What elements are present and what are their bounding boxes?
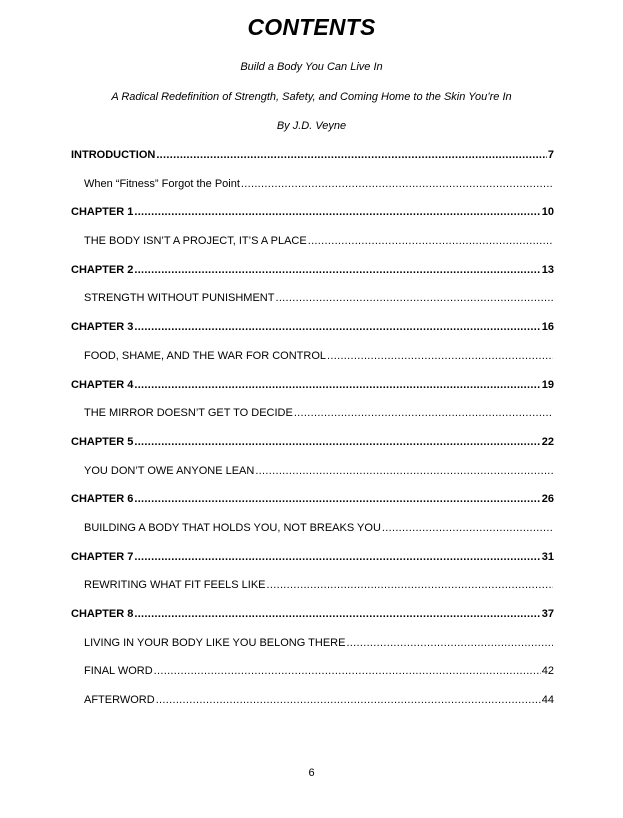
toc-entry-label: STRENGTH WITHOUT PUNISHMENT bbox=[84, 292, 275, 305]
toc-entry[interactable] bbox=[71, 490, 554, 519]
toc-entry-label: LIVING IN YOUR BODY LIKE YOU BELONG THERE bbox=[84, 636, 346, 649]
toc-entry-label: THE MIRROR DOESN’T GET TO DECIDE bbox=[84, 407, 293, 420]
toc-entry-label: AFTERWORD bbox=[84, 694, 155, 707]
toc-leader-dots bbox=[134, 376, 540, 394]
toc-leader-dots bbox=[134, 203, 540, 221]
toc-entry[interactable] bbox=[71, 662, 554, 691]
book-tagline: A Radical Redefinition of Strength, Safety, and Coming Home to the Skin You’re In bbox=[111, 91, 512, 103]
toc-leader-dots bbox=[134, 605, 540, 623]
book-subtitle: Build a Body You Can Live In bbox=[240, 61, 383, 73]
toc-entry-page: 26 bbox=[541, 493, 554, 506]
toc-entry-page: 31 bbox=[541, 550, 554, 563]
toc-leader-dots bbox=[327, 347, 553, 365]
page-number: 6 bbox=[308, 767, 315, 779]
toc-entry[interactable] bbox=[71, 691, 554, 720]
toc-entry-label: CHAPTER 8 bbox=[71, 608, 134, 620]
toc-entry-label: CHAPTER 3 bbox=[71, 321, 134, 334]
toc-leader-dots bbox=[134, 261, 540, 279]
toc-leader-dots bbox=[382, 519, 553, 537]
toc-entry[interactable] bbox=[71, 404, 554, 433]
toc-entry-label: CHAPTER 4 bbox=[71, 378, 134, 391]
toc-leader-dots bbox=[255, 462, 553, 480]
toc-entry-label: When “Fitness” Forgot the Point bbox=[84, 177, 240, 190]
toc-entry-page: 44 bbox=[541, 694, 554, 707]
toc-entry[interactable] bbox=[71, 548, 554, 577]
book-author: By J.D. Veyne bbox=[276, 120, 347, 132]
toc-entry-page: 16 bbox=[541, 321, 554, 334]
toc-entry-label: CHAPTER 1 bbox=[71, 206, 134, 219]
toc-entry[interactable] bbox=[71, 232, 554, 261]
toc-entry[interactable] bbox=[71, 347, 554, 376]
toc-entry[interactable] bbox=[71, 203, 554, 232]
table-of-contents bbox=[71, 146, 554, 720]
toc-entry-label: REWRITING WHAT FIT FEELS LIKE bbox=[84, 579, 266, 592]
toc-leader-dots bbox=[154, 662, 541, 680]
toc-entry[interactable] bbox=[71, 433, 554, 462]
toc-leader-dots bbox=[308, 232, 553, 250]
toc-entry-label: CHAPTER 7 bbox=[71, 550, 134, 563]
toc-entry-label: CHAPTER 6 bbox=[71, 493, 134, 506]
toc-leader-dots bbox=[267, 576, 553, 594]
toc-leader-dots bbox=[134, 548, 540, 566]
toc-leader-dots bbox=[346, 634, 553, 652]
toc-entry[interactable] bbox=[71, 519, 554, 548]
toc-entry[interactable] bbox=[71, 576, 554, 605]
toc-entry-label: BUILDING A BODY THAT HOLDS YOU, NOT BREAKS YOU bbox=[84, 521, 381, 534]
toc-entry-label: YOU DON’T OWE ANYONE LEAN bbox=[84, 464, 255, 477]
toc-entry-label: CHAPTER 5 bbox=[71, 435, 134, 448]
toc-entry-label: THE BODY ISN’T A PROJECT, IT’S A PLACE bbox=[84, 235, 307, 248]
toc-leader-dots bbox=[294, 404, 553, 422]
toc-entry-page: 7 bbox=[547, 149, 554, 161]
toc-entry-page: 22 bbox=[541, 435, 554, 448]
toc-entry-label: CHAPTER 2 bbox=[71, 263, 134, 276]
toc-leader-dots bbox=[134, 490, 540, 508]
toc-entry[interactable] bbox=[71, 175, 554, 204]
toc-leader-dots bbox=[156, 146, 547, 164]
toc-entry-page: 10 bbox=[541, 206, 554, 219]
toc-entry-label: INTRODUCTION bbox=[71, 149, 156, 161]
toc-entry[interactable] bbox=[71, 146, 554, 175]
toc-entry[interactable] bbox=[71, 462, 554, 491]
toc-leader-dots bbox=[134, 318, 540, 336]
toc-entry[interactable] bbox=[71, 634, 554, 663]
toc-entry[interactable] bbox=[71, 605, 554, 634]
toc-entry[interactable] bbox=[71, 261, 554, 290]
toc-entry-page: 19 bbox=[541, 378, 554, 391]
toc-entry[interactable] bbox=[71, 289, 554, 318]
toc-entry-label: FINAL WORD bbox=[84, 665, 153, 678]
toc-leader-dots bbox=[275, 289, 553, 307]
toc-leader-dots bbox=[156, 691, 541, 709]
toc-entry[interactable] bbox=[71, 376, 554, 405]
toc-entry-page: 42 bbox=[541, 665, 554, 678]
toc-entry-label: FOOD, SHAME, AND THE WAR FOR CONTROL bbox=[84, 349, 327, 362]
toc-entry[interactable] bbox=[71, 318, 554, 347]
toc-entry-page: 13 bbox=[541, 263, 554, 276]
toc-leader-dots bbox=[134, 433, 540, 451]
toc-entry-page: 37 bbox=[541, 608, 554, 620]
page-title: CONTENTS bbox=[247, 14, 376, 40]
toc-leader-dots bbox=[241, 175, 553, 193]
